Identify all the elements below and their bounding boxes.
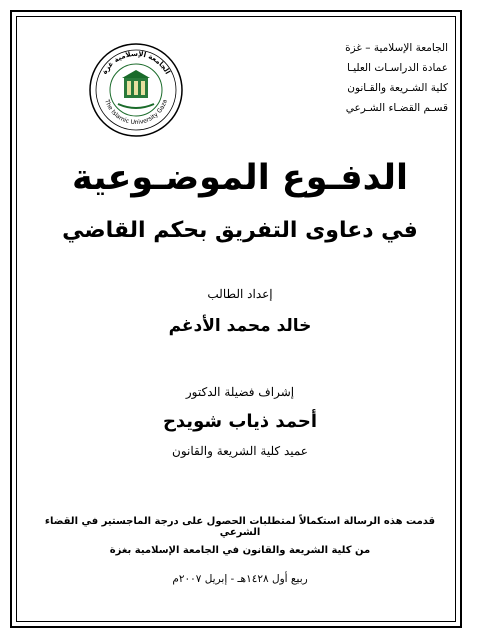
thesis-title: الدفـوع الموضـوعية (72, 158, 408, 198)
header-faculty: كلية الشـريعة والقـانون (347, 82, 448, 94)
institution-header (278, 38, 448, 118)
header-department: قسـم القضـاء الشـرعي (345, 102, 448, 114)
submission-statement-line2: من كلية الشريعة والقانون في الجامعة الإسلامية بغزة (109, 545, 371, 556)
svg-text:The Islamic University Gaza: The Islamic University Gaza (103, 98, 169, 127)
supervisor-name: أحمد ذياب شويدح (162, 411, 318, 432)
header-deanship: عمادة الدراسـات العليـا (346, 62, 448, 74)
supervisor-title: عميد كلية الشريعة والقانون (172, 444, 308, 458)
prepared-by-label: إعداد الطالب (207, 287, 273, 301)
university-seal-icon (88, 42, 184, 138)
thesis-subtitle: في دعاوى التفريق بحكم القاضي (62, 218, 418, 243)
header-university: الجامعة الإسلامية – غزة (345, 42, 448, 54)
supervisor-label: إشراف فضيلة الدكتور (185, 385, 295, 399)
svg-text:الجامعة الإسلامية غزة: الجامعة الإسلامية غزة (100, 49, 172, 76)
submission-statement-line1: قدمت هذه الرسالة استكمالاً لمتطلبات الحصول على درجة الماجستير في القضاء الشرعي (44, 516, 436, 538)
student-name: خالد محمد الأدغم (168, 316, 312, 336)
submission-date: ربيع أول ١٤٢٨هـ - إبريل ٢٠٠٧م (172, 573, 308, 585)
